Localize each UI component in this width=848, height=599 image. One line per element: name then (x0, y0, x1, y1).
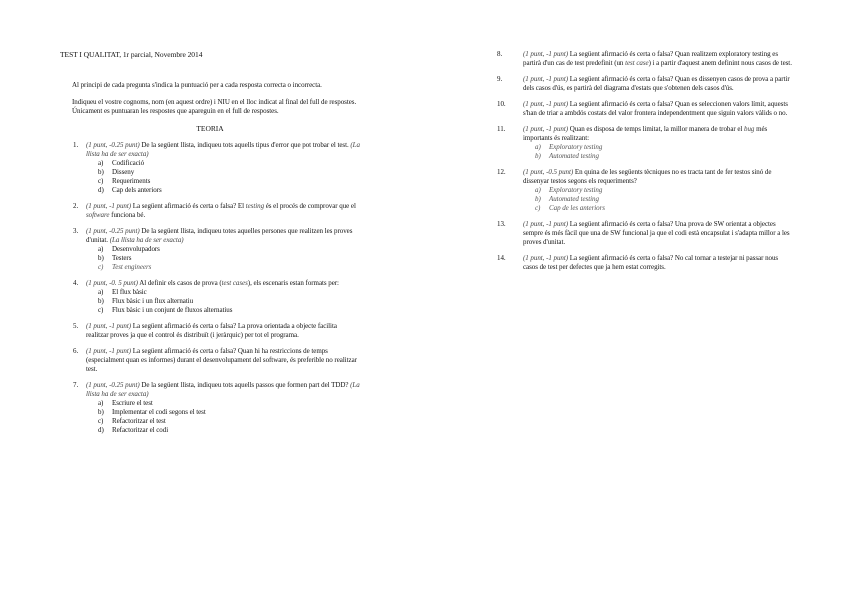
intro-block (60, 81, 360, 442)
option: d) Cap dels anteriors (98, 186, 162, 194)
option: a) Exploratory testing (535, 186, 603, 194)
question-9: 9. (1 punt, -1 punt) La següent afirmació és certa o falsa? Quan es dissenyen casos de prova a partir dels casos d'ús, es partirà del diagrama d'estats que s'obtenen dels casos d'ús. (497, 75, 790, 92)
option: a) Codificació (98, 159, 145, 167)
option: b) Automated testing (535, 195, 599, 203)
intro-paragraph: Indiqueu el vostre cognoms, nom (en aquest ordre) i NIU en el lloc indicat al final del full de respostes. Únicament es puntuaran les respostes que apareguin en el full de respostes. (72, 98, 357, 115)
question-14: 14. (1 punt, -1 punt) La següent afirmació és certa o falsa? No cal tornar a testejar ni passar nous casos de test per defectes que ja hem estat corregits. (497, 254, 779, 271)
option: b) Implementar el codi segons el test (98, 408, 206, 416)
question-11: 11. (1 punt, -1 punt) Quan es disposa de temps limitat, la millor manera de trobar el bug més importants és realitzant: a) Exploratory testing b) Automated testing (497, 125, 793, 161)
question-5: 5. (1 punt, -1 punt) La següent afirmació és certa o falsa? La prova orientada a objecte facilita realitzar proves ja que el control és distribuït (i jeràrquic) per tot el programa. (73, 322, 337, 339)
section-title: TEORIA (196, 124, 224, 133)
option: a) Escriure el test (98, 399, 153, 407)
question-3: 3. (1 punt, -0.25 punt) De la següent llista, indiqueu totes aquelles persones que realitzen les proves d'unitat. (La llista ha de ser exacta) a) Desenvolupadors b) Testers c) Test engineers (60, 227, 360, 272)
option: a) Desenvolupadors (98, 245, 160, 253)
option: b) Testers (98, 254, 132, 262)
option: b) Disseny (98, 168, 135, 176)
intro-paragraph: Al principi de cada pregunta s'indica la puntuació per a cada resposta correcta o incorrecta. (72, 81, 322, 89)
question-6: 6. (1 punt, -1 punt) La següent afirmació és certa o falsa? Quan hi ha restriccions de temps (especialment quan es informes) durant el desenvolupament del software, és preferible no realitzar test. (73, 347, 357, 373)
question-12: 12. (1 punt, -0.5 punt) En quina de les següents tècniques no es tracta tant de fer testos sinó de dissenyar testos segons els requeriments? a) Exploratory testing b) Automated testing c) Cap de les anteriors (497, 168, 793, 213)
exam-header: TEST I QUALITAT, 1r parcial, Novembre 2014 (60, 50, 203, 59)
option: c) Cap de les anteriors (535, 204, 605, 212)
option: b) Automated testing (535, 152, 599, 160)
question-1: 1. (1 punt, -0.25 punt) De la següent llista, indiqueu tots aquells tipus d'error que pot trobar el test. (La llista ha de ser exacta) a) Codificació b) Disseny c) Requeriments d) Cap dels anteriors (73, 141, 360, 194)
option: c) Refactoritzar el test (98, 417, 166, 425)
question-7: 7. (1 punt, -0.25 punt) De la següent llista, indiqueu tots aquells passos que formen part del TDD? (La llista ha de ser exacta) a) Escriure el test b) Implementar el codi segons el test c) Refactoritzar el test d) Refactoritzar el codi (73, 381, 360, 434)
option: c) Test engineers (98, 263, 152, 271)
option: b) Flux bàsic i un flux alternatiu (98, 297, 194, 305)
question-10: 10. (1 punt, -1 punt) La següent afirmació és certa o falsa? Quan es seleccionen valors límit, aquests s'han de triar a ambdós costats del valor frontera independentment que siguin valors vàlids o no. (497, 100, 788, 117)
option: a) El flux bàsic (98, 288, 147, 296)
question-2: 2. (1 punt, -1 punt) La següent afirmació és certa o falsa? El testing és el procés de comprovar que el software funciona bé. (73, 202, 356, 219)
question-8: 8. (1 punt, -1 punt) La següent afirmació és certa o falsa? Quan realitzem exploratory testing es partirà d'un cas de test predefinit (un test case) i a partir d'aquest anem definint nous casos de test. (497, 50, 792, 67)
option: c) Flux bàsic i un conjunt de fluxos alternatius (98, 306, 233, 314)
option: a) Exploratory testing (535, 143, 603, 151)
option: c) Requeriments (98, 177, 151, 185)
question-4: 4. (1 punt, -0. 5 punt) Al definir els casos de prova (test cases), els escenaris estan formats per: a) El flux bàsic b) Flux bàsic i un flux alternatiu c) Flux bàsic i un conjunt de fluxos alternatius (60, 279, 360, 315)
option: d) Refactoritzar el codi (98, 426, 169, 434)
question-13: 13. (1 punt, -1 punt) La següent afirmació és certa o falsa? Una prova de SW orientat a objectes sempre és més fàcil que una de SW funcional ja que el codi està encapsulat i s'adapta millor a les proves d'unitat. (497, 220, 790, 246)
